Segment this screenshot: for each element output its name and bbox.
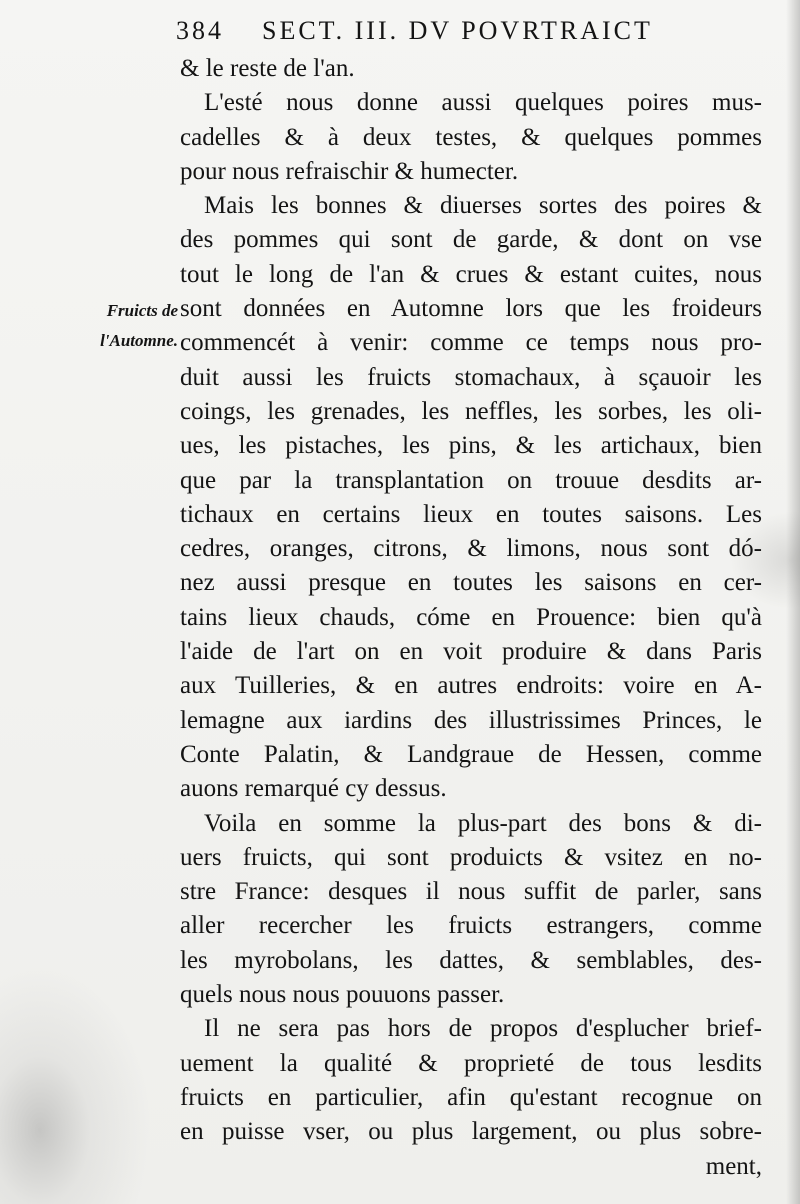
margin-note-line: Fruicts de: [106, 301, 178, 320]
running-header: [176, 16, 706, 52]
text-line: lemagne aux iardins des illustrissimes Princes, le: [180, 706, 762, 734]
text-line: en puisse vser, ou plus largement, ou plus sobre-: [180, 1118, 762, 1146]
text-line: uement la qualité & proprieté de tous lesdits: [180, 1049, 762, 1077]
text-line: auons remarqué cy dessus.: [180, 775, 447, 803]
text-line: commencét à venir: comme ce temps nous pro-: [180, 329, 762, 357]
text-line: Il ne sera pas hors de propos d'esplucher brief-: [204, 1015, 762, 1043]
text-line: duit aussi les fruicts stomachaux, à sçauoir les: [180, 363, 762, 391]
text-line: pour nous refraischir & humecter.: [180, 157, 519, 185]
text-line: tains lieux chauds, cóme en Prouence: bien qu'à: [180, 603, 762, 631]
text-line: coings, les grenades, les neffles, les sorbes, les oli-: [180, 397, 762, 425]
text-line: ues, les pistaches, les pins, & les artichaux, bien: [180, 432, 762, 460]
text-line: & le reste de l'an.: [180, 55, 355, 82]
text-line: Conte Palatin, & Landgraue de Hessen, comme: [180, 740, 762, 768]
text-line: des pommes qui sont de garde, & dont on vse: [180, 226, 762, 254]
margin-note-line: l'Automne.: [100, 331, 178, 350]
text-line: tout le long de l'an & crues & estant cuites, nous: [180, 260, 762, 288]
catchword-line: ment,: [705, 1152, 762, 1180]
text-line: que par la transplantation on trouue desdits ar-: [180, 466, 762, 494]
text-line: tichaux en certains lieux en toutes saisons. Les: [180, 500, 762, 528]
text-line: aux Tuilleries, & en autres endroits: voire en A-: [180, 672, 762, 700]
running-title: SECT. III. DV POVRTRAICT: [262, 16, 653, 45]
text-line: uers fruicts, qui sont produicts & vsitez en no-: [180, 843, 762, 871]
text-line: sont données en Automne lors que les froideurs: [180, 295, 762, 323]
text-line: aller recercher les fruicts estrangers, comme: [180, 912, 762, 940]
text-line: fruicts en particulier, afin qu'estant recognue on: [180, 1083, 762, 1111]
text-line: l'aide de l'art on en voit produire & dans Paris: [180, 638, 762, 666]
text-line: Voila en somme la plus-part des bons & di-: [204, 809, 762, 837]
text-line: quels nous nous pouuons passer.: [180, 981, 505, 1009]
text-line: stre France: desques il nous suffit de parler, sans: [180, 878, 762, 906]
body-text: [180, 52, 762, 1184]
text-line: nez aussi presque en toutes les saisons en cer-: [180, 569, 762, 597]
text-line: cadelles & à deux testes, & quelques pommes: [180, 123, 762, 151]
text-line: L'esté nous donne aussi quelques poires mus-: [204, 89, 762, 117]
text-line: les myrobolans, les dattes, & semblables, des-: [180, 946, 762, 974]
page-gutter-shadow: [786, 0, 800, 1204]
page-number: 384: [176, 16, 224, 45]
margin-note: [60, 296, 178, 356]
text-line: Mais les bonnes & diuerses sortes des poires &: [204, 192, 762, 220]
text-line: cedres, oranges, citrons, & limons, nous sont dó-: [180, 535, 762, 563]
